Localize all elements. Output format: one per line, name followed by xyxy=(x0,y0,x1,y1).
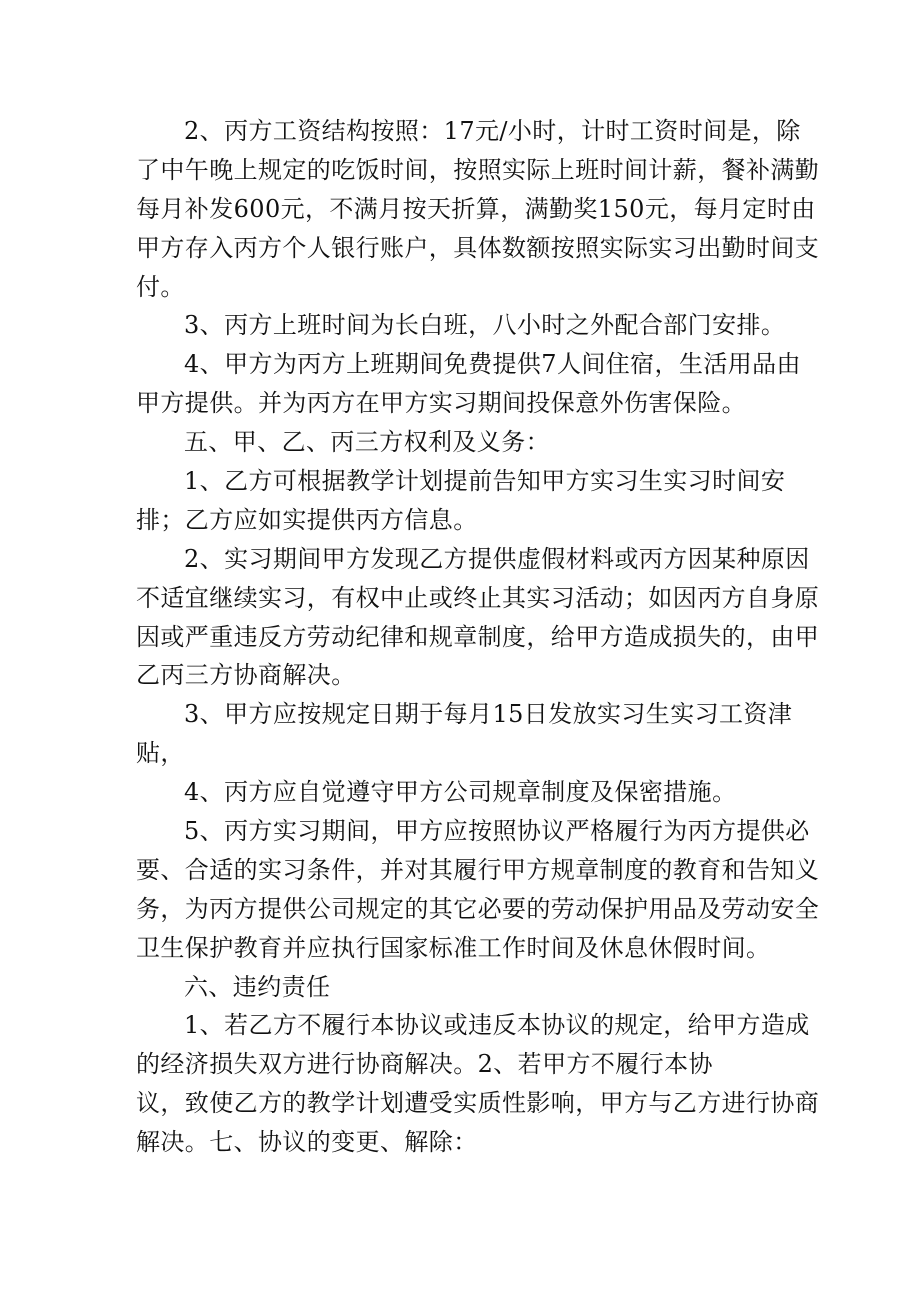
text-line: 5、丙方实习期间，甲方应按照协议严格履行为丙方提供必 xyxy=(184,817,810,846)
text-line: 务，为丙方提供公司规定的其它必要的劳动保护用品及劳动安全 xyxy=(136,894,820,923)
text-line: 不适宜继续实习，有权中止或终止其实习活动；如因丙方自身原 xyxy=(136,583,820,612)
text-line: 1、乙方可根据教学计划提前告知甲方实习生实习时间安 xyxy=(184,467,786,496)
text-line: 要、合适的实习条件，并对其履行甲方规章制度的教育和告知义 xyxy=(136,855,820,884)
text-line: 的经济损失双方进行协商解决。2、若甲方不履行本协 xyxy=(136,1050,713,1079)
text-line: 3、甲方应按规定日期于每月15日发放实习生实习工资津 xyxy=(184,700,793,729)
text-line: 解决。七、协议的变更、解除： xyxy=(136,1128,478,1157)
text-line: 4、甲方为丙方上班期间免费提供7人间住宿，生活用品由 xyxy=(184,350,801,379)
document-body xyxy=(136,112,820,1162)
section-heading: 六、违约责任 xyxy=(184,972,331,1001)
text-line: 每月补发600元，不满月按天折算，满勤奖150元，每月定时由 xyxy=(136,194,816,223)
text-line: 2、实习期间甲方发现乙方提供虚假材料或丙方因某种原因 xyxy=(184,544,810,573)
text-line: 贴， xyxy=(136,739,185,768)
text-line: 付。 xyxy=(136,272,185,301)
text-line: 因或严重违反方劳动纪律和规章制度，给甲方造成损失的，由甲 xyxy=(136,622,820,651)
text-line: 排；乙方应如实提供丙方信息。 xyxy=(136,505,478,534)
text-line: 1、若乙方不履行本协议或违反本协议的规定，给甲方造成 xyxy=(184,1011,810,1040)
text-line: 甲方提供。并为丙方在甲方实习期间投保意外伤害保险。 xyxy=(136,389,746,418)
text-line: 卫生保护教育并应执行国家标准工作时间及休息休假时间。 xyxy=(136,933,771,962)
text-line: 4、丙方应自觉遵守甲方公司规章制度及保密措施。 xyxy=(184,778,737,807)
text-line: 乙丙三方协商解决。 xyxy=(136,661,356,690)
section-heading: 五、甲、乙、丙三方权利及义务： xyxy=(184,428,550,457)
text-line: 议，致使乙方的教学计划遭受实质性影响，甲方与乙方进行协商 xyxy=(136,1089,820,1118)
text-line: 3、丙方上班时间为长白班，八小时之外配合部门安排。 xyxy=(184,311,786,340)
text-line: 了中午晚上规定的吃饭时间，按照实际上班时间计薪，餐补满勤 xyxy=(136,155,820,184)
text-line: 2、丙方工资结构按照：17元/小时，计时工资时间是，除 xyxy=(184,117,801,145)
text-line: 甲方存入丙方个人银行账户，具体数额按照实际实习出勤时间支 xyxy=(136,233,820,262)
